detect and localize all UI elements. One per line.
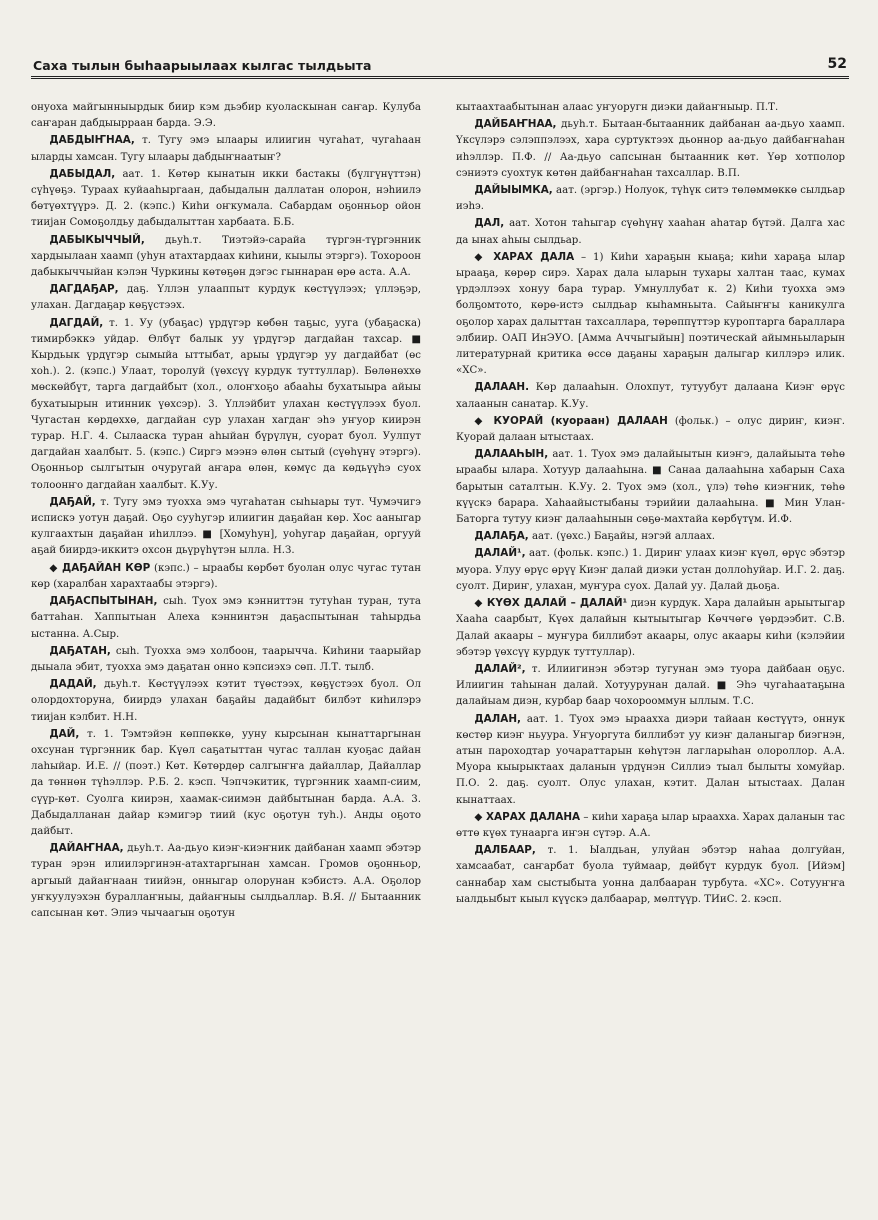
- entry-headword: ДАЙ,: [49, 727, 80, 740]
- entry-headword: ДАҔАЙ,: [49, 495, 96, 508]
- entry-definition: аат. (фольк. кэпс.) 1. Дириҥ улаах киэҥ күөл, өрүс эбэтэр муора. Улуу өрүс өрүү Киэҥ далай диэки устан доллоhуйар. И.Г. 2. даҕ. суолт. Дириҥ, улахан, муҥура суох. Далай уу. Далай дьоҕа.: [456, 548, 845, 592]
- entry-definition: кытаахтаабытынан алаас уҥуоругн диэки дайаҥныыр. П.Т.: [456, 102, 779, 113]
- entry-definition: – киhи хараҕа ылар ыраахха. Харах даланын тас өттө күөх тунаарга иҥэн сүтэр. А.А.: [456, 811, 845, 839]
- dictionary-entry: [31, 100, 421, 132]
- entry-headword: ДАЛААҺЫН,: [474, 448, 549, 461]
- dictionary-entry: [456, 215, 845, 248]
- entry-headword: ДАЙБАҤНАА,: [474, 118, 557, 131]
- running-title: Саха тылын быhаарыылаах кылгас тылдьыта: [33, 58, 372, 73]
- entry-headword: ◆ КУОРАЙ (куораан) ДАЛААН: [474, 414, 668, 427]
- entry-headword: ДАДАЙ,: [49, 678, 97, 691]
- dictionary-entry: [456, 249, 845, 380]
- entry-headword: ДАБЫДАЛ,: [49, 167, 116, 180]
- dictionary-entry: [456, 413, 845, 446]
- entry-definition: онуоха майгынныырдык биир кэм дьэбир куоласкынан саҥар. Кулуба саҥаран дабдыырраан барда. Э.Э.: [31, 102, 421, 130]
- left-column: [31, 100, 421, 922]
- dictionary-entry: [456, 182, 845, 215]
- entry-definition: аат. (үөхс.) Баҕайы, нэгэй аллаах.: [531, 531, 715, 543]
- entry-headword: ◆ ХАРАХ ДАЛАНА: [474, 810, 581, 823]
- entry-headword: ДАГДАЙ,: [49, 316, 104, 329]
- entry-headword: ДАЛБААР,: [474, 844, 536, 857]
- entry-definition: (фольк.) – олус дириҥ, киэҥ. Куорай далаан ытыстаах.: [456, 415, 846, 444]
- entry-definition: т. 1. Ыалдьан, улуйан эбэтэр наhаа долгуйан, хамсаабат, саҥарбат буола туймаар, дөйбүт курдук буол. [Ийэм] саннабар хам сыстыбыта уонна далбааран турбута. «ХС». Сотууҥҥа ыалдьыбыт кыыл күүскэ далбаарар, мөлтүүр. ТИиС. 2. кэсп.: [456, 845, 845, 905]
- entry-definition: т. Илиигинэн эбэтэр тугунан эмэ туора дайбаан оҕус. Илиигин таhынан далай. Хотуурунан далай. ■ Эhэ чугаhаатаҕына далайыам диэн, курбар баар чохорооммун ыллым. Т.С.: [456, 663, 845, 708]
- dictionary-entry: [456, 595, 845, 661]
- entry-definition: аат. 1. Көтөр кынатын икки бастакы (бүлгүнүттэн) сүһүөҕэ. Тураах куйааhыргаан, дабыдалын даллатан олорон, нэhиилэ бөтүөхтүүрэ. Д. 2. (кэпс.) Киhи оҥкумала. Сабардам оҕонньор ойон тииjан Сомоҕолдьу дабыдалыттан харбаата. Б.Б.: [31, 168, 421, 229]
- entry-headword: ДАЙАҤНАА,: [49, 842, 124, 855]
- entry-definition: дьуh.т. Бытаан-бытаанник дайбанан аа-дьуо хаамп. Үксүлэрэ сэлэппэлээх, хара суртуктээх дьоннор аа-дьуо дайбаҥнаhан иhэллэр. П.Ф. // Аа-дьуо сапсынан бытаанник көт. Үөр хотполор сэниэтэ суохтук көтөн дайбаҥнаhан тахсаллар. В.П.: [456, 119, 845, 179]
- entry-headword: ДАЛ,: [474, 217, 505, 230]
- entry-headword: ДАГДАҔАР,: [49, 283, 119, 296]
- dictionary-entry: [31, 676, 421, 726]
- entry-definition: аат. 1. Туох эмэ ыраахха диэри тайаан көстүүтэ, оннук көстөр киэҥ ньуура. Уҥуоргута биллибэт уу киэҥ даланыгар биэгнэн, атын пароходтар уочараттарын көhүтэн лагларыhан олороллор. А.А. Муора кыырыктаах даланын үрдүнэн Силлиэ тыал былыты хомуйар. П.О. 2. даҕ. суолт. Олус улахан, кэтит. Далан ытыстаах. Далан кынаттаах.: [456, 713, 845, 806]
- page-header: [31, 56, 849, 80]
- entry-headword: ◆ КҮӨХ ДАЛАЙ – ДАЛАЙ¹: [474, 597, 628, 610]
- entry-definition: сыh. Туох эмэ кэнниттэн тутуhан туран, тута баттаhан. Хаппытыан Алеха кэннинтэн даҕаспытынан таhырдьа ыстанна. А.Сыр.: [31, 596, 421, 640]
- dictionary-entry: [31, 593, 421, 643]
- entry-definition: аат. 1. Туох эмэ далайыытын киэҥэ, далайыыта төhө ыраабы ылара. Хотуур далааhына. ■ Санаа далааhына хабарын Саха барытын саталтын. К.Уу. 2. Туох эмэ (хол., үлэ) төhө киэҥник, төhө күүскэ барара. Хаhаайыстыбаны тэрийии далааhына. ■ Мин Улан-Баторга тутуу киэҥ далааhынын сөҕө-махтайа көрбүтүм. И.Ф.: [456, 449, 845, 526]
- entry-definition: т. 1. Тэмтэйэн көппөккө, ууну кырсынан кынаттаргынан охсунан түргэнник бар. Күөл саҕатыттан чугас таллан куоҕас дайан лаhыйар. И.Е. // (поэт.) Көт. Көтөрдөр салгыҥҥа дайаллар, Дайаллар да төннөн түhэллэр. Р.Б. 2. кэсп. Чэпчэкитик, түргэнник хаамп-сиим, сүүр-көт. Суолга киирэн, хаамак-сиимэн дайбытынан барда. А.А. 3. Дабыдалланан дайар кэмигэр тиий (кус оҕотун туh.). Анды оҕото дайбыт.: [31, 728, 421, 837]
- entry-headword: ДАЛААН.: [474, 381, 530, 394]
- dictionary-entry: [31, 643, 421, 676]
- entry-definition: дьуh.т. Аа-дьуо киэҥ-киэҥник дайбанан хаамп эбэтэр туран эрэн илиилэргинэн-атахтаргынан хамсан. Громов оҕонньор, аргыый дайаҥнаан тиийэн, онныгар олорунан кэбистэ. А.А. Оҕолор уҥкуулуэхэн бураллаҥныы, дайаҥныы сылдьаллар. В.Я. // Бытаанник сапсынан көт. Элиэ чычаагын оҕотун: [31, 843, 421, 919]
- entry-headword: ДАБЫКЫЧЧЫЙ,: [49, 233, 145, 246]
- dictionary-entry: [456, 379, 845, 412]
- entry-definition: т. Тугу эмэ ылаары илиигин чугаhат, чугаhаан ыларды хамсан. Тугу ылаары дабдыҥнаатыҥ?: [31, 135, 421, 163]
- dictionary-entry: [31, 726, 421, 840]
- entry-definition: диэн курдук. Хара далайын арыытыгар Хааhа саарбыт, Күөх далайын кытыытыгар Көччөгө үөрдээбит. С.В. Далай акаары – муҥура биллибэт акаары, олус акаары киhи (кэлэйии эбэтэр үөхсүү курдук туттуллар).: [456, 598, 845, 658]
- entry-headword: ДАҔАТАН,: [49, 644, 111, 657]
- entry-definition: дьуh.т. Көстүүлээх кэтит түөстээх, көҕүстээх буол. Ол олордохторуна, биирдэ улахан баҕайы дадайбыт билбэт киhилэрэ тииjан кэлбит. Н.Н.: [31, 679, 421, 723]
- page-number: 52: [827, 56, 847, 72]
- dictionary-entry: [31, 132, 421, 165]
- dictionary-entry: [456, 528, 845, 545]
- entry-headword: ДАЛАҔА,: [474, 530, 529, 543]
- entry-definition: (кэпс.) – ыраабы көрбөт буолан олус чугас тутан көр (харалбан харахтаабы этэргэ).: [31, 562, 421, 590]
- dictionary-entry: [456, 545, 845, 595]
- dictionary-entry: [31, 281, 421, 314]
- dictionary-entry: [31, 166, 421, 232]
- dictionary-entry: [31, 494, 421, 560]
- dictionary-entry: [456, 100, 845, 116]
- entry-definition: – 1) Киhи хараҕын кыаҕа; киhи хараҕа ылар ырааҕа, көрөр сирэ. Харах дала ыларын тухары халтан таас, кумах үрдэллээх хонуу бара турар. Умнуллубат к. 2) Киhи туохха эмэ болҕомтото, көрө-истэ сылдьар кыhамньыта. Сайыҥҥы каникулга оҕолор харах далыттан тахсаллара, төрөппүттэр куроптарга бараллара элбиир. ОАП ИнЭУО. [Амма Аччыгыйын] поэтическай айымньыларын литературнай критика өссө даҕаны хараҕын далыгар киллэрэ илик. «ХС».: [456, 251, 845, 377]
- entry-definition: аат. (эргэр.) Нолуок, түhүк ситэ төлөммөккө сылдьар иэhэ.: [456, 185, 845, 213]
- entry-definition: т. 1. Уу (убаҕас) үрдүгэр көбөн таҕыс, ууга (убаҕаска) тимирбэккэ уйдар. Өлбүт балык уу үрдүгэр дагдайан тахсар. ■ Кырдьык үрдүгэр сымыйа ыттыбат, арыы үрдүгэр уу дагдайбат (өс хоh.). 2. (кэпс.) Улаат, торолуй (үөхсүү курдук туттуллар). Бөлөнөххө мөскөйбүт, тарга дагдайбыт (хол., олоҥхоҕо абааhы бухатыыра айыы бухатыырын итинник үөхсэр). 3. Үллэйбит улахан көстүүлээх буол. Чугастан көрдөххө, дагдайан сур улахан хагдаҥ эhэ уҥуор киирэн турар. Н.Г. 4. Сылааска туран аhыйан бүрүлүн, суорат буол. Уулпут дагдайан хаалбыт. 5. (кэпс.) Сиргэ мээнэ өлөн сытый (сүөhүнү этэргэ). Оҕонньор сылгытын очуругай аҥара өлөн, көмүс да көдьүүhэ суох толоонҥо дагдайан хаалбыт. К.Уу.: [31, 317, 421, 491]
- entry-headword: ДАҔАСПЫТЫНАН,: [49, 595, 158, 608]
- dictionary-entry: [31, 560, 421, 593]
- entry-headword: ◆ ХАРАХ ДАЛА: [474, 250, 575, 263]
- entry-headword: ДАЙЫЫМКА,: [474, 184, 553, 197]
- dictionary-entry: [456, 711, 845, 809]
- entry-headword: ДАБДЫҤНАА,: [49, 134, 135, 147]
- dictionary-entry: [456, 661, 845, 711]
- entry-headword: ◆ ДАҔАЙАН КӨР: [49, 561, 151, 574]
- dictionary-entry: [456, 842, 845, 908]
- entry-definition: т. Тугу эмэ туохха эмэ чугаhатан сыhыары тут. Чумэчигэ испискэ уотун даҕай. Оҕо сууhугэр илиигин даҕайан көр. Хос ааныгар кулгаахтын даҕайан иhиллээ. ■ [Хомуhун], уоhугар даҕайан, оргууй аҕай биирдэ-иккитэ охсон дьүрүhүтэн ылла. Н.З.: [31, 496, 421, 557]
- dictionary-entry: [31, 840, 421, 922]
- entry-definition: даҕ. Үллэн улааппыт курдук көстүүлээх; үллэҕэр, улахан. Дагдаҕар көҕүстээх.: [31, 284, 421, 312]
- entry-headword: ДАЛАЙ¹,: [474, 547, 526, 560]
- dictionary-entry: [31, 315, 421, 494]
- dictionary-entry: [456, 446, 845, 528]
- dictionary-entry: [456, 809, 845, 842]
- right-column: [456, 100, 845, 908]
- entry-definition: дьуh.т. Тиэтэйэ-сарайа түргэн-түргэнник хардыылаан хаамп (уhун атахтардаах киhини, кыылы этэргэ). Тохороон дабыкыччыйан кэлэн Чуркины көтөҕөн дэгэс гыннаран өрө аста. А.А.: [31, 234, 421, 279]
- dictionary-entry: [31, 232, 421, 282]
- entry-headword: ДАЛАЙ²,: [474, 662, 526, 675]
- entry-definition: сыh. Туохха эмэ холбоон, таарычча. Киhини таарыйар дыыала эбит, туохха эмэ даҕатан онно кэпсиэхэ сөп. Л.Т. тылб.: [31, 645, 421, 673]
- dictionary-entry: [456, 116, 845, 182]
- entry-definition: Көр далааhын. Олохпут, тутуубут далаана Киэҥ өрүс халаанын санатар. К.Уу.: [456, 382, 845, 410]
- entry-definition: аат. Хотон таhыгар сүөhүнү хааhан аhатар бүтэй. Далга хас да ынах аhыы сылдьар.: [456, 218, 846, 246]
- header-rule: [31, 76, 849, 80]
- entry-headword: ДАЛАН,: [474, 712, 521, 725]
